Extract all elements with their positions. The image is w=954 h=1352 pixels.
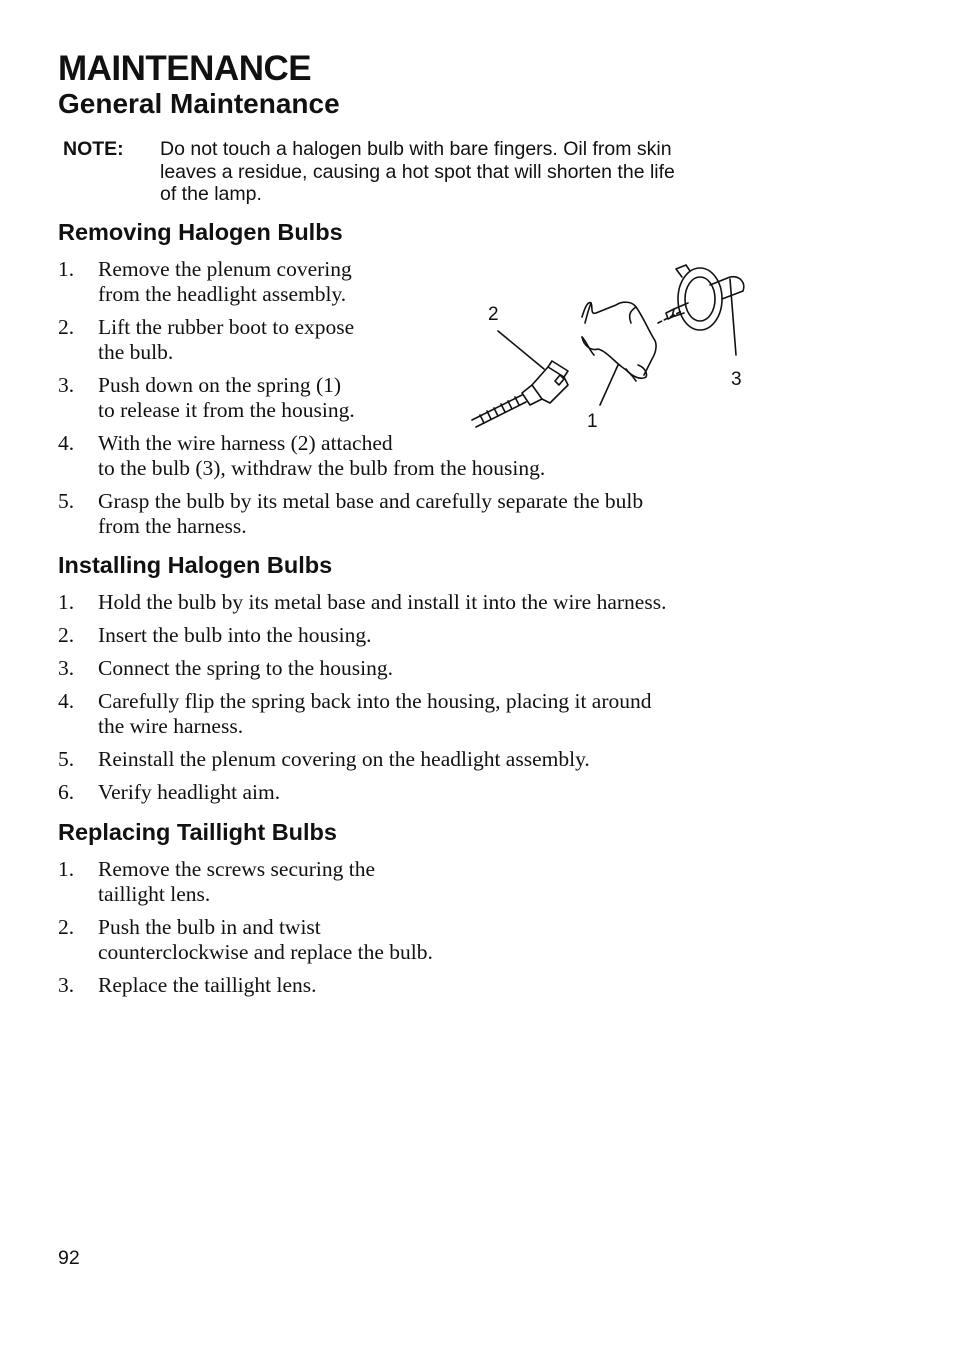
step-number: 3. xyxy=(58,373,75,397)
step-text: Replace the taillight lens. xyxy=(98,973,317,997)
step-number: 1. xyxy=(58,590,75,614)
removing-heading: Removing Halogen Bulbs xyxy=(58,219,343,245)
step-number: 4. xyxy=(58,431,75,455)
step-text: Push the bulb in and twist counterclockwise and replace the bulb. xyxy=(98,915,433,964)
taillight-heading: Replacing Taillight Bulbs xyxy=(58,819,337,845)
note-line: of the lamp. xyxy=(160,183,262,205)
step-number: 2. xyxy=(58,315,75,339)
assembly-direction-line xyxy=(658,311,682,323)
step-text: Grasp the bulb by its metal base and carefully separate the bulb from the harness. xyxy=(98,489,644,538)
step-text: Remove the plenum covering from the headlight assembly. xyxy=(98,257,352,306)
step-number: 4. xyxy=(58,689,75,713)
step-number: 1. xyxy=(58,257,75,281)
step-number: 1. xyxy=(58,857,75,881)
chapter-title: MAINTENANCE xyxy=(58,49,312,88)
step-text: Lift the rubber boot to expose the bulb. xyxy=(98,315,355,364)
leader-line-1 xyxy=(600,365,618,405)
callout-label-2: 2 xyxy=(488,304,499,325)
note-text xyxy=(160,138,780,206)
step-text: Push down on the spring (1) to release it from the housing. xyxy=(98,373,355,422)
step-text: Remove the screws securing the taillight lens. xyxy=(98,857,376,906)
step-text: Verify headlight aim. xyxy=(98,780,281,804)
section-title: General Maintenance xyxy=(58,88,340,119)
step-text: With the wire harness (2) attached to the bulb (3), withdraw the bulb from the housing. xyxy=(98,431,546,480)
callout-label-3: 3 xyxy=(731,369,742,390)
step-number: 5. xyxy=(58,747,75,771)
installing-heading: Installing Halogen Bulbs xyxy=(58,552,333,578)
wire-harness-icon xyxy=(472,361,568,427)
note-label: NOTE: xyxy=(63,138,124,160)
step-number: 2. xyxy=(58,915,75,939)
step-number: 5. xyxy=(58,489,75,513)
spring-clip-icon xyxy=(582,302,656,381)
step-number: 2. xyxy=(58,623,75,647)
note-line: Do not touch a halogen bulb with bare fingers. Oil from skin xyxy=(160,138,672,160)
step-number: 3. xyxy=(58,973,75,997)
leader-line-3 xyxy=(730,279,736,355)
callout-label-1: 1 xyxy=(587,411,598,432)
step-text: Connect the spring to the housing. xyxy=(98,656,393,680)
leader-line-2 xyxy=(498,331,544,369)
bulb-diagram-icon xyxy=(460,255,760,435)
headlight-bulb-illustration xyxy=(460,255,760,435)
page-number: 92 xyxy=(58,1247,80,1269)
note-line: leaves a residue, causing a hot spot that will shorten the life xyxy=(160,160,675,183)
step-text: Carefully flip the spring back into the housing, placing it around the wire harness. xyxy=(98,689,652,738)
step-number: 6. xyxy=(58,780,75,804)
step-text: Reinstall the plenum covering on the headlight assembly. xyxy=(98,747,590,771)
step-text: Insert the bulb into the housing. xyxy=(98,623,372,647)
step-text: Hold the bulb by its metal base and install it into the wire harness. xyxy=(98,590,667,614)
step-number: 3. xyxy=(58,656,75,680)
